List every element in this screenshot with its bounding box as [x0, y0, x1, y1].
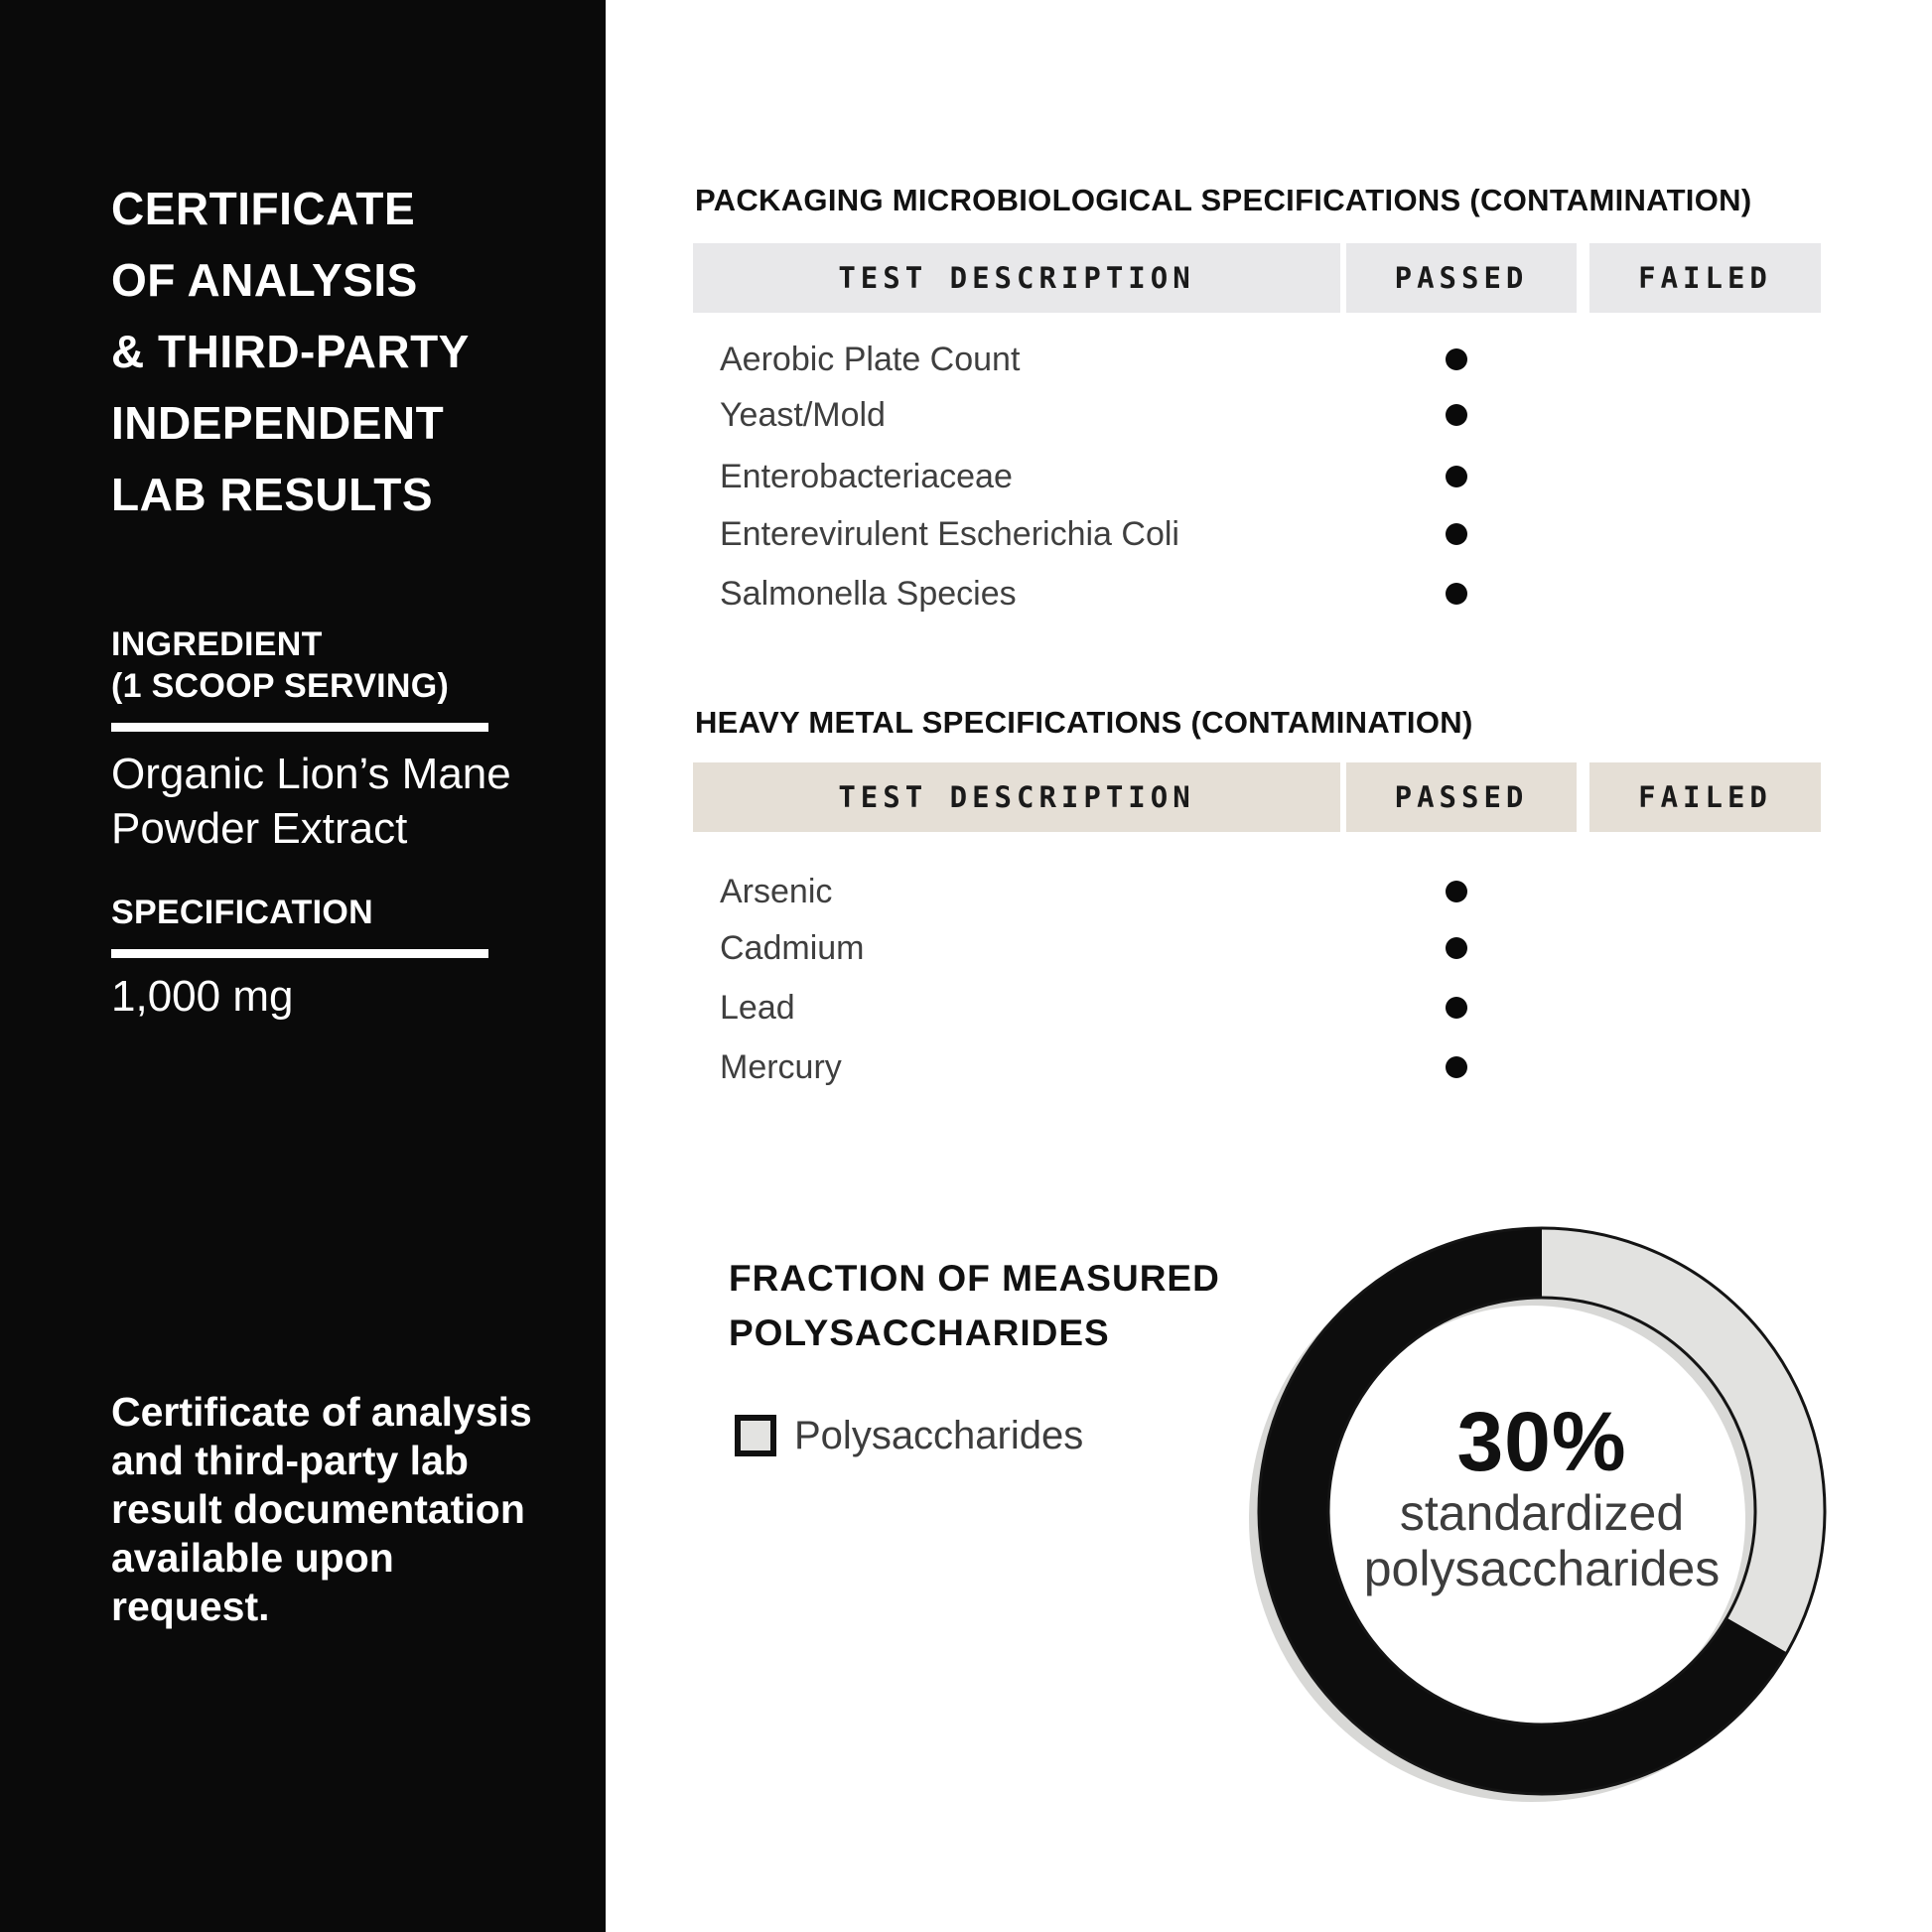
donut-caption-line: standardized — [1399, 1485, 1685, 1541]
test-label: Arsenic — [720, 873, 833, 910]
heavy-metal-section-title: HEAVY METAL SPECIFICATIONS (CONTAMINATION) — [695, 705, 1473, 740]
page-title-line: OF ANALYSIS — [111, 254, 418, 306]
legend-swatch-icon — [735, 1415, 776, 1456]
page-title-line: LAB RESULTS — [111, 469, 434, 520]
passed-dot — [1446, 1056, 1467, 1078]
column-header-failed: FAILED — [1589, 243, 1821, 313]
column-header-failed: FAILED — [1589, 762, 1821, 832]
table-row — [693, 863, 1821, 921]
table-row — [693, 919, 1821, 978]
sidebar — [0, 0, 606, 1932]
ingredient-label — [111, 623, 449, 707]
availability-note-line: result documentation — [111, 1486, 525, 1532]
column-header-test-description: TEST DESCRIPTION — [693, 762, 1340, 832]
test-label: Enterobacteriaceae — [720, 458, 1013, 495]
donut-percent-value: 30% — [1456, 1395, 1627, 1488]
donut-caption-line: polysaccharides — [1363, 1541, 1721, 1596]
availability-note-line: Certificate of analysis — [111, 1389, 532, 1435]
passed-dot — [1446, 997, 1467, 1019]
column-header-passed: PASSED — [1346, 762, 1577, 832]
availability-note-line: and third-party lab — [111, 1438, 469, 1483]
test-label: Yeast/Mold — [720, 396, 886, 434]
table-row — [693, 505, 1821, 564]
availability-note-line: request. — [111, 1584, 270, 1629]
test-label: Lead — [720, 989, 795, 1027]
passed-dot — [1446, 881, 1467, 902]
divider-rule — [111, 949, 488, 958]
test-label: Enterevirulent Escherichia Coli — [720, 515, 1179, 553]
passed-dot — [1446, 404, 1467, 426]
fraction-section-title — [729, 1251, 1220, 1360]
specification-value: 1,000 mg — [111, 972, 294, 1021]
column-header-test-description: TEST DESCRIPTION — [693, 243, 1340, 313]
ingredient-label-line: INGREDIENT — [111, 625, 323, 663]
table-row — [693, 979, 1821, 1037]
table-row — [693, 386, 1821, 445]
page-title-line: CERTIFICATE — [111, 183, 416, 234]
table-row — [693, 565, 1821, 623]
column-header-passed: PASSED — [1346, 243, 1577, 313]
divider-rule — [111, 723, 488, 732]
passed-dot — [1446, 523, 1467, 545]
test-label: Salmonella Species — [720, 575, 1017, 613]
legend-label: Polysaccharides — [794, 1414, 1084, 1457]
table-row — [693, 331, 1821, 389]
availability-note-line: available upon — [111, 1535, 394, 1581]
passed-dot — [1446, 466, 1467, 487]
page-title — [111, 173, 470, 530]
fraction-section-title-line: FRACTION OF MEASURED — [729, 1258, 1220, 1299]
test-label: Cadmium — [720, 929, 865, 967]
fraction-section-title-line: POLYSACCHARIDES — [729, 1312, 1110, 1353]
test-label: Aerobic Plate Count — [720, 341, 1021, 378]
ingredient-label-line: (1 SCOOP SERVING) — [111, 667, 450, 705]
table-row — [693, 448, 1821, 506]
ingredient-value: Organic Lion’s Mane Powder Extract — [111, 750, 511, 853]
table-row — [693, 1038, 1821, 1097]
passed-dot — [1446, 937, 1467, 959]
microbiological-section-title: PACKAGING MICROBIOLOGICAL SPECIFICATIONS (CONTAMINATION) — [695, 183, 1752, 217]
page-title-line: & THIRD-PARTY — [111, 326, 470, 377]
passed-dot — [1446, 348, 1467, 370]
passed-dot — [1446, 583, 1467, 605]
page-title-line: INDEPENDENT — [111, 397, 445, 449]
test-label: Mercury — [720, 1048, 842, 1086]
availability-note — [111, 1388, 532, 1631]
specification-label: SPECIFICATION — [111, 894, 373, 931]
donut-center-text — [1244, 1395, 1840, 1596]
